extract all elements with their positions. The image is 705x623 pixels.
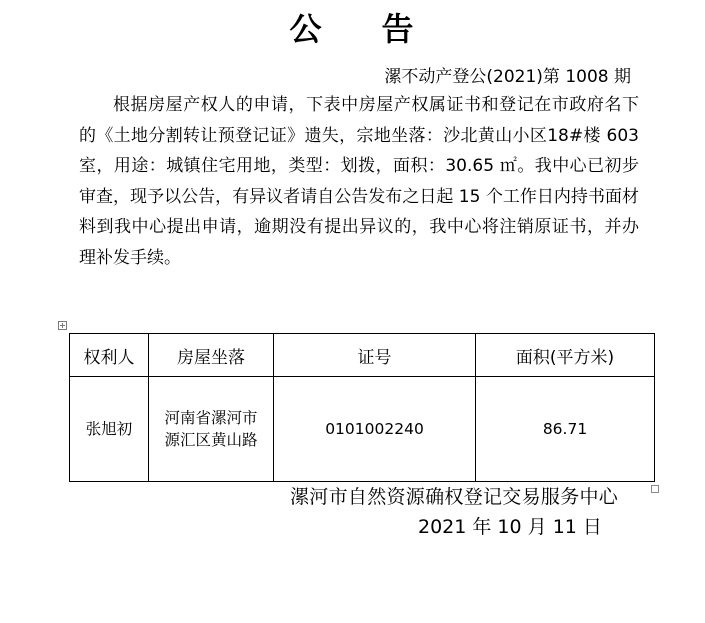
cell-location	[149, 377, 274, 482]
table-row	[70, 377, 655, 482]
notice-title-left: 公	[289, 10, 324, 48]
cell-location-line1: 河南省漯河市	[164, 409, 258, 427]
issuing-authority: 漯河市自然资源确权登记交易服务中心	[290, 486, 619, 508]
header-owner: 权利人	[70, 334, 149, 377]
notice-body-text: 根据房屋产权人的申请，下表中房屋产权属证书和登记在市政府名下的《土地分割转让预登记证》遗失，宗地坐落：沙北黄山小区18#楼 603 室，用途：城镇住宅用地，类型：划拨，面积：30.65 ㎡。我中心已初步审查，现予以公告，有异议者请自公告发布之日起 15 个工作日内持书面材料到我中心提出申请，逾期没有提出异议的，我中心将注销原证书，并办理补发手续。	[79, 95, 639, 268]
header-location: 房屋坐落	[149, 334, 274, 377]
document-number: 漯不动产登公(2021)第 1008 期	[384, 67, 631, 87]
cell-location-line2: 源汇区黄山路	[164, 431, 258, 449]
cell-cert-no: 0101002240	[274, 377, 476, 482]
notice-title	[0, 4, 705, 50]
notice-body	[79, 90, 639, 274]
table-header-row	[70, 334, 655, 377]
registry-table	[69, 333, 655, 482]
end-of-cell-mark-icon	[651, 485, 659, 493]
issue-date: 2021 年 10 月 11 日	[418, 516, 602, 538]
header-cert-no: 证号	[274, 334, 476, 377]
table-move-handle-icon[interactable]	[58, 321, 67, 330]
cell-area: 86.71	[476, 377, 655, 482]
cell-owner: 张旭初	[70, 377, 149, 482]
header-area: 面积(平方米)	[476, 334, 655, 377]
notice-title-right: 告	[381, 10, 416, 48]
